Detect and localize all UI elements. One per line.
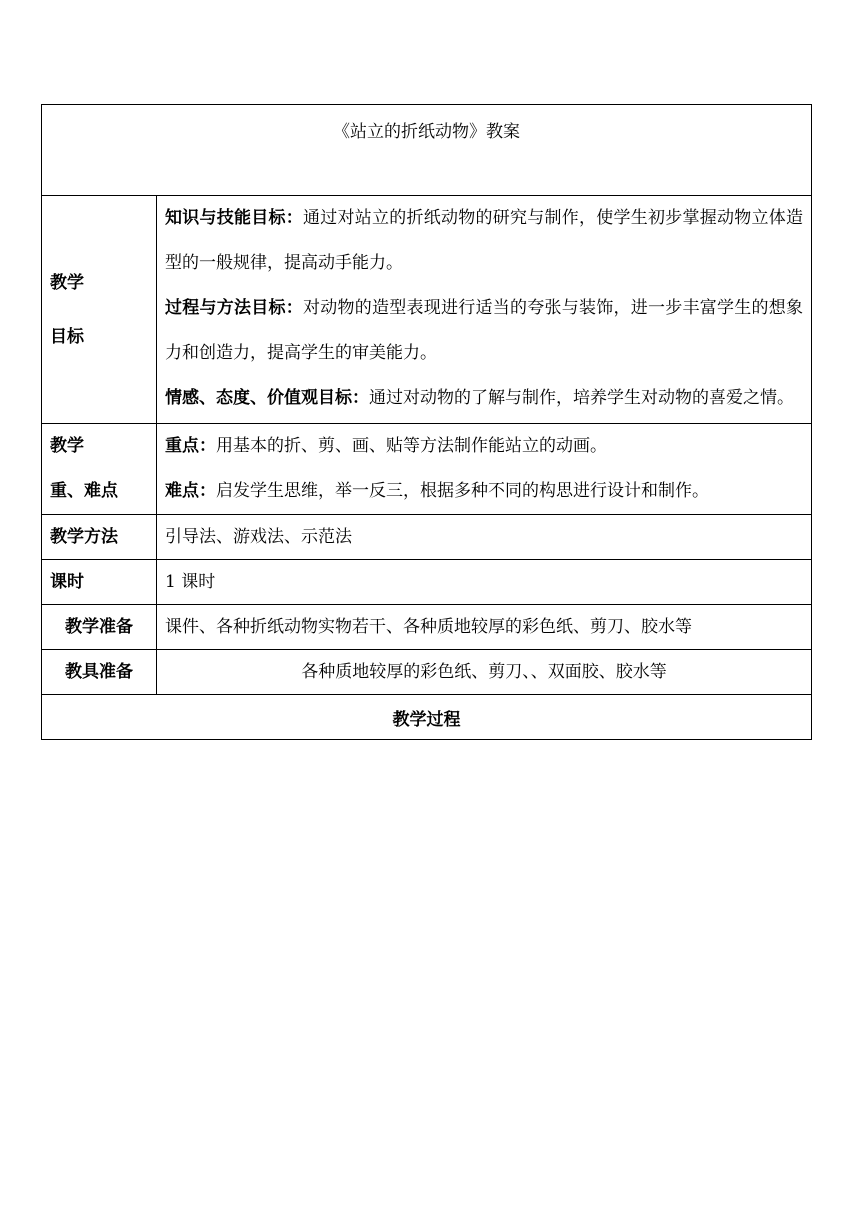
difficult-point-head: 难点： <box>165 481 216 501</box>
key-points-label <box>42 424 157 515</box>
difficult-point-text: 启发学生思维，举一反三，根据多种不同的构思进行设计和制作。 <box>216 481 709 501</box>
hours-label: 课时 <box>42 560 157 605</box>
goals-row <box>42 196 812 424</box>
preparation-label: 教学准备 <box>42 605 157 650</box>
goal-emotion-text: 通过对动物的了解与制作，培养学生对动物的喜爱之情。 <box>369 388 794 408</box>
goal-emotion-head: 情感、态度、价值观目标： <box>165 388 369 408</box>
goal-knowledge <box>165 196 803 286</box>
goal-knowledge-text: 通过对站立的折纸动物的研究与制作，使学生初步掌握动物立体造型的一般规律，提高动手能力。 <box>165 208 803 273</box>
tools-value: 各种质地较厚的彩色纸、剪刀、、双面胶、胶水等 <box>157 650 812 695</box>
goal-emotion <box>165 376 803 421</box>
difficult-point <box>165 469 803 514</box>
goal-knowledge-head: 知识与技能目标： <box>165 208 303 228</box>
method-value: 引导法、游戏法、示范法 <box>157 515 812 560</box>
hours-row <box>42 560 812 605</box>
method-row <box>42 515 812 560</box>
title-row <box>42 105 812 196</box>
goal-process-text: 对动物的造型表现进行适当的夸张与装饰，进一步丰富学生的想象力和创造力，提高学生的审美能力。 <box>165 298 803 363</box>
goals-content <box>157 196 812 424</box>
key-point-head: 重点： <box>165 436 216 456</box>
key-points-label-line1: 教学 <box>50 436 84 456</box>
lesson-plan-table <box>41 104 812 740</box>
goals-label <box>42 196 157 424</box>
tools-label: 教具准备 <box>42 650 157 695</box>
goal-process <box>165 286 803 376</box>
method-label: 教学方法 <box>42 515 157 560</box>
process-row <box>42 695 812 740</box>
goals-label-line1: 教学 <box>50 272 84 293</box>
key-points-label-line2: 重、难点 <box>50 481 118 501</box>
goal-process-head: 过程与方法目标： <box>165 298 303 318</box>
hours-value: 1 课时 <box>157 560 812 605</box>
preparation-row <box>42 605 812 650</box>
preparation-value: 课件、各种折纸动物实物若干、各种质地较厚的彩色纸、剪刀、胶水等 <box>157 605 812 650</box>
key-points-content <box>157 424 812 515</box>
goals-label-line2: 目标 <box>50 326 84 347</box>
process-heading: 教学过程 <box>42 695 812 740</box>
key-points-row <box>42 424 812 515</box>
key-point-text: 用基本的折、剪、画、贴等方法制作能站立的动画。 <box>216 436 607 456</box>
document-title: 《站立的折纸动物》教案 <box>42 105 812 196</box>
tools-row <box>42 650 812 695</box>
key-point <box>165 424 803 469</box>
